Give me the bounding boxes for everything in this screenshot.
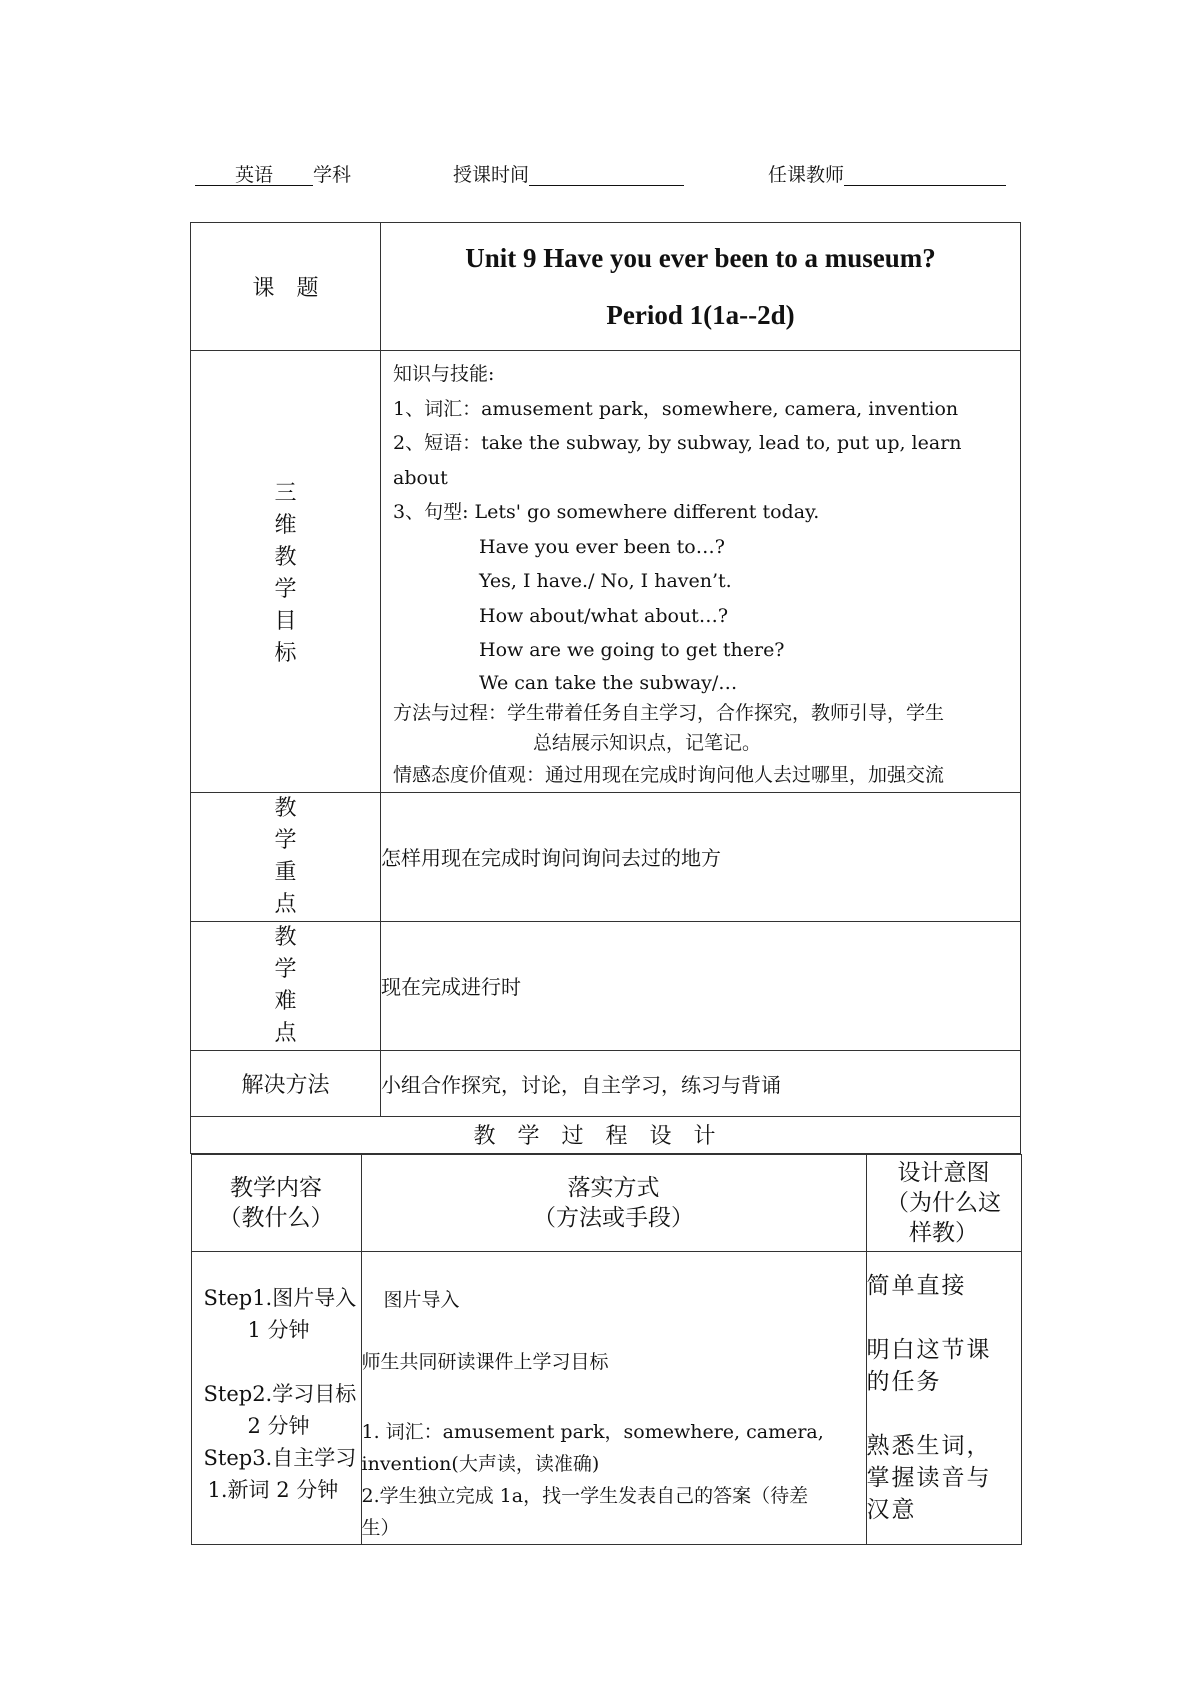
vocab-line: 1、词汇：amusement park，somewhere, camera, invention	[393, 397, 959, 420]
intent-3c: 汉意	[866, 1496, 917, 1523]
intent-2b: 的任务	[866, 1368, 942, 1395]
step3-sub: 1.新词 2 分钟	[207, 1477, 339, 1502]
phrases-line: 2、短语：take the subway, by subway, lead to, put up, learn about	[393, 432, 962, 489]
method-3a: 1. 词汇：amusement park，somewhere, camera,	[361, 1420, 824, 1443]
lesson-plan-table	[190, 222, 1021, 1545]
lesson-time-blank	[529, 165, 684, 186]
col-content-header: 教学内容 （教什么）	[191, 1154, 361, 1251]
steps-cell	[191, 1251, 361, 1544]
topic-title-line1: Unit 9 Have you ever been to a museum?	[465, 242, 936, 273]
topic-row	[191, 223, 1021, 351]
subject-suffix: 学科	[313, 164, 352, 186]
objectives-content	[381, 351, 1021, 793]
process-steps-row	[191, 1251, 1021, 1544]
method-3b: invention(大声读，读准确)	[361, 1452, 600, 1475]
method-4b: 生）	[361, 1516, 400, 1539]
lesson-time-label: 授课时间	[453, 164, 530, 186]
solution-label: 解决方法	[191, 1050, 381, 1116]
solution-row	[191, 1050, 1021, 1116]
solution-text: 小组合作探究，讨论，自主学习，练习与背诵	[381, 1050, 1021, 1116]
sentence-item: How about/what about…?	[479, 604, 729, 627]
methods-cell	[361, 1251, 866, 1544]
emotion-line: 情感态度价值观：通过用现在完成时询问他人去过哪里，加强交流	[393, 763, 945, 786]
process-title: 教学过程设计	[191, 1116, 1021, 1153]
teacher-blank	[844, 165, 1006, 186]
intent-2a: 明白这节课	[866, 1336, 992, 1363]
difficulty-label: 教 学 难 点	[191, 921, 381, 1050]
sentences-head: 3、句型: Lets' go somewhere different today.	[393, 501, 820, 523]
method-2: 师生共同研读课件上学习目标	[361, 1350, 609, 1373]
topic-title	[381, 223, 1021, 351]
col-method-header: 落实方式 （方法或手段）	[361, 1154, 866, 1251]
key-point-text: 怎样用现在完成时询问询问去过的地方	[381, 792, 1021, 921]
objectives-row	[191, 351, 1021, 793]
key-point-label: 教 学 重 点	[191, 792, 381, 921]
step1: Step1.图片导入	[203, 1285, 357, 1310]
knowledge-label: 知识与技能:	[393, 363, 495, 385]
sentence-item: Have you ever been to…?	[479, 535, 725, 558]
difficulty-text: 现在完成进行时	[381, 921, 1021, 1050]
process-title-row	[191, 1116, 1021, 1153]
method-1: 图片导入	[383, 1288, 460, 1311]
intent-cell	[866, 1251, 1021, 1544]
teacher-field	[768, 160, 1006, 187]
lesson-time-field	[453, 160, 684, 187]
step2: Step2.学习目标	[203, 1381, 357, 1406]
step3: Step3.自主学习	[203, 1445, 357, 1470]
intent-1: 简单直接	[866, 1272, 967, 1299]
method-4a: 2.学生独立完成 1a，找一学生发表自己的答案（待差	[361, 1484, 809, 1507]
sentence-item: How are we going to get there?	[479, 639, 785, 661]
method-line2: 总结展示知识点，记笔记。	[533, 731, 762, 754]
sentence-item: Yes, I have./ No, I haven’t.	[479, 570, 732, 592]
objectives-label: 三 维 教 学 目 标	[191, 351, 381, 793]
col-intent-header: 设计意图 （为什么这 样教）	[866, 1154, 1021, 1251]
sentence-item: We can take the subway/…	[479, 671, 738, 694]
subject-value: 英语	[195, 165, 313, 186]
method-line1: 方法与过程：学生带着任务自主学习，合作探究，教师引导，学生	[393, 701, 945, 724]
process-header-row	[191, 1154, 1021, 1251]
topic-label: 课 题	[191, 223, 381, 351]
intent-3b: 掌握读音与	[866, 1464, 992, 1491]
process-row	[191, 1153, 1021, 1545]
teacher-label: 任课教师	[768, 164, 845, 186]
process-table	[191, 1154, 1022, 1545]
step2-time: 2 分钟	[247, 1413, 310, 1438]
step1-time: 1 分钟	[247, 1317, 310, 1342]
topic-title-line2: Period 1(1a--2d)	[606, 299, 795, 330]
difficulty-row	[191, 921, 1021, 1050]
key-point-row	[191, 792, 1021, 921]
subject-field	[195, 160, 351, 187]
intent-3a: 熟悉生词，	[866, 1432, 992, 1459]
